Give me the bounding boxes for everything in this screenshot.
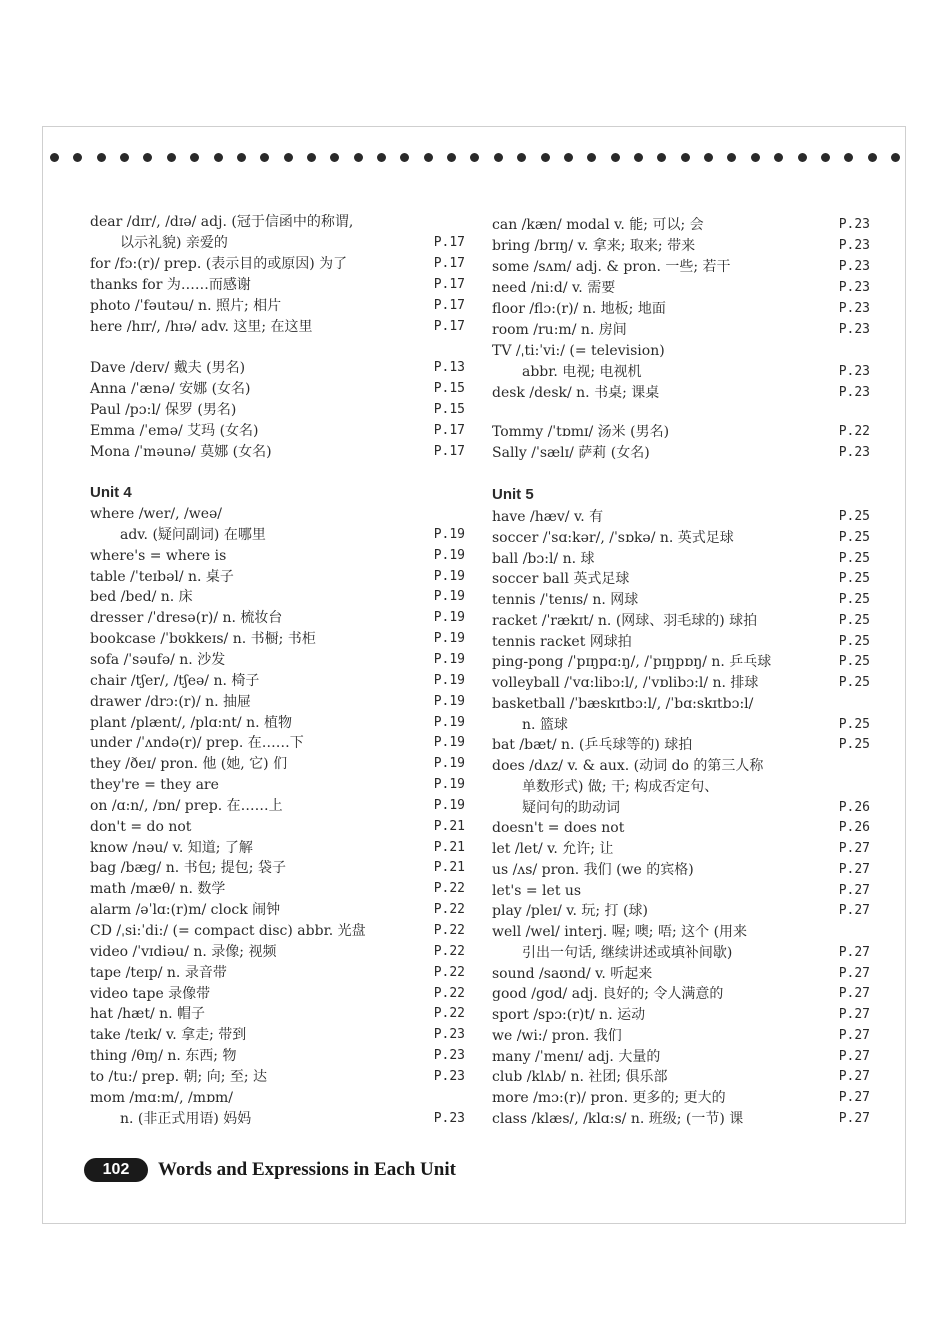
vocab-page-ref: P.25 <box>838 529 870 545</box>
vocab-page-ref: P.19 <box>433 714 465 730</box>
vocab-page-ref: P.19 <box>433 526 465 542</box>
divider-dot <box>377 153 386 162</box>
vocab-entry-text: good /gʊd/ adj. 良好的; 令人满意的 <box>492 986 724 1003</box>
vocab-entry <box>492 818 870 838</box>
vocab-entry-text: soccer ball 英式足球 <box>492 571 630 588</box>
vocab-entry-text: floor /flɔ:(r)/ n. 地板; 地面 <box>492 301 666 317</box>
vocab-entry-text: bookcase /ˈbʊkkeɪs/ n. 书橱; 书柜 <box>90 631 316 648</box>
vocab-page-ref: P.15 <box>433 381 465 396</box>
vocab-entry-text: where's = where is <box>90 547 227 564</box>
vocab-page-ref: P.17 <box>433 444 465 459</box>
unit-heading: Unit 4 <box>90 484 132 501</box>
vocab-page-ref: P.22 <box>433 964 465 980</box>
vocab-entry-text: more /mɔ:(r)/ pron. 更多的; 更大的 <box>492 1090 726 1106</box>
vocab-entry <box>492 756 870 776</box>
divider-dot <box>564 153 573 162</box>
vocab-page-ref: P.25 <box>838 675 870 690</box>
vocab-entry <box>492 507 870 527</box>
vocab-entry-text: club /klʌb/ n. 社团; 俱乐部 <box>492 1069 668 1086</box>
divider-dot <box>517 153 526 162</box>
divider-dot <box>354 153 363 162</box>
vocab-page-ref: P.27 <box>838 1090 870 1105</box>
vocab-page-ref: P.27 <box>838 1110 870 1126</box>
vocab-entry-text: tennis racket 网球拍 <box>492 633 632 650</box>
divider-dot <box>798 153 807 162</box>
vocab-entry <box>90 608 465 628</box>
vocab-entry <box>492 632 870 652</box>
vocab-page-ref: P.21 <box>433 839 465 855</box>
vocab-entry-text: they /ðeɪ/ pron. 他 (她, 它) 们 <box>90 756 288 773</box>
vocab-entry <box>90 546 465 566</box>
vocab-page-ref: P.19 <box>433 672 465 688</box>
vocab-entry <box>90 421 465 441</box>
vocab-page-ref: P.27 <box>838 861 870 877</box>
vocab-entry <box>90 296 465 316</box>
divider-dot <box>400 153 409 162</box>
vocab-entry <box>90 400 465 420</box>
divider-dot <box>891 153 900 162</box>
divider-dot <box>330 153 339 162</box>
vocab-entry-text: tennis /ˈtenɪs/ n. 网球 <box>492 592 639 608</box>
vocab-entry <box>90 358 465 378</box>
divider-dot <box>284 153 293 162</box>
vocab-entry <box>90 212 465 232</box>
vocab-entry-text: Emma /ˈemə/ 艾玛 (女名) <box>90 423 259 439</box>
vocab-entry <box>90 754 465 774</box>
vocab-entry <box>90 442 465 462</box>
vocab-page-ref: P.22 <box>433 881 465 897</box>
vocab-page-ref: P.27 <box>838 986 870 1002</box>
vocab-entry-text: us /ʌs/ pron. 我们 (we 的宾格) <box>492 861 694 878</box>
vocab-entry-text: to /tu:/ prep. 朝; 向; 至; 达 <box>90 1068 268 1085</box>
vocab-page-ref: P.23 <box>433 1110 465 1126</box>
divider-dot <box>657 153 666 162</box>
divider-dot <box>167 153 176 162</box>
vocab-entry <box>492 694 870 714</box>
vocab-entry-text: thing /θɪŋ/ n. 东西; 物 <box>90 1048 237 1065</box>
vocab-entry <box>492 881 870 901</box>
vocab-entry-text: abbr. 电视; 电视机 <box>522 364 642 380</box>
vocab-page-ref: P.26 <box>838 820 870 836</box>
vocab-page-ref: P.19 <box>433 651 465 667</box>
vocab-entry <box>492 341 870 361</box>
vocab-page-ref: P.19 <box>433 756 465 772</box>
vocab-entry-text: soccer /ˈsɑ:kər/, /ˈsɒkə/ n. 英式足球 <box>492 529 734 546</box>
vocab-entry-text: adv. (疑问副词) 在哪里 <box>120 526 266 543</box>
divider-dot <box>260 153 269 162</box>
vocab-entry-text: ping-pong /ˈpɪŋpɑ:ŋ/, /ˈpɪŋpɒŋ/ n. 乒乓球 <box>492 654 772 671</box>
vocab-entry <box>492 715 870 735</box>
vocab-entry <box>90 254 465 274</box>
divider-dot <box>727 153 736 162</box>
vocab-page-ref: P.23 <box>433 1068 465 1084</box>
vocab-entry-text: video tape 录像带 <box>90 985 211 1002</box>
divider-dot <box>470 153 479 162</box>
divider-dot <box>237 153 246 162</box>
vocab-page-ref: P.19 <box>433 547 465 563</box>
vocab-entry <box>90 379 465 399</box>
vocab-entry <box>90 1109 465 1129</box>
vocab-entry-text: table /ˈteɪbəl/ n. 桌子 <box>90 568 234 585</box>
vocab-entry-text: TV /ˌti:ˈvi:/ (= television) <box>492 343 665 359</box>
divider-dot <box>751 153 760 162</box>
vocab-entry <box>90 713 465 733</box>
vocab-page-ref: P.21 <box>433 818 465 834</box>
vocab-page-ref: P.19 <box>433 777 465 793</box>
vocab-page-ref: P.17 <box>433 277 465 292</box>
vocab-page-ref: P.27 <box>838 903 870 919</box>
vocab-entry <box>492 1088 870 1108</box>
divider-dot <box>634 153 643 162</box>
vocab-entry <box>90 671 465 691</box>
vocab-entry <box>492 611 870 631</box>
vocab-entry <box>492 590 870 610</box>
vocab-entry <box>90 275 465 295</box>
vocab-page-ref: P.23 <box>433 1027 465 1043</box>
vocab-entry <box>90 525 465 545</box>
vocab-entry-text: know /nəu/ v. 知道; 了解 <box>90 839 253 856</box>
vocab-entry-text: does /dʌz/ v. & aux. (动词 do 的第三人称 <box>492 758 764 774</box>
vocab-entry-text: CD /ˌsi:ˈdi:/ (= compact disc) abbr. 光盘 <box>90 923 366 939</box>
vocab-page-ref: P.15 <box>433 402 465 417</box>
divider-dot <box>868 153 877 162</box>
vocab-entry-text: sound /saʊnd/ v. 听起来 <box>492 965 653 982</box>
vocab-entry <box>90 504 465 524</box>
divider-dot <box>494 153 503 162</box>
vocab-page-ref: P.23 <box>838 301 870 316</box>
vocab-entry-text: Dave /deɪv/ 戴夫 (男名) <box>90 360 246 376</box>
vocab-entry-text: we /wi:/ pron. 我们 <box>492 1027 622 1044</box>
vocab-page-ref: P.23 <box>838 385 870 400</box>
vocab-entry <box>90 984 465 1004</box>
vocab-entry-text: Paul /pɔ:l/ 保罗 (男名) <box>90 402 237 418</box>
vocab-entry-text: thanks for 为……而感谢 <box>90 277 251 293</box>
vocab-entry-text: let /let/ v. 允许; 让 <box>492 841 614 857</box>
vocab-entry <box>90 796 465 816</box>
vocab-page-ref: P.19 <box>433 631 465 647</box>
vocab-entry-text: room /ru:m/ n. 房间 <box>492 322 627 338</box>
vocab-entry-text: well /wel/ interj. 喔; 噢; 唔; 这个 (用来 <box>492 924 748 940</box>
vocab-page-ref: P.22 <box>433 923 465 938</box>
divider-dot <box>214 153 223 162</box>
vocab-entry <box>492 839 870 859</box>
vocab-entry <box>90 858 465 878</box>
vocab-entry <box>492 236 870 256</box>
vocab-page-ref: P.27 <box>838 965 870 981</box>
vocab-page-ref: P.23 <box>838 217 870 232</box>
vocab-entry-text: can /kæn/ modal v. 能; 可以; 会 <box>492 217 704 233</box>
divider-dot <box>704 153 713 162</box>
vocab-page-ref: P.27 <box>838 841 870 856</box>
vocab-entry-text: under /ˈʌndə(r)/ prep. 在……下 <box>90 735 304 752</box>
vocab-entry-text: 引出一句话, 继续讲述或填补间歇) <box>522 944 733 961</box>
vocab-page-ref: P.17 <box>433 319 465 334</box>
divider-dot <box>307 153 316 162</box>
divider-dot <box>587 153 596 162</box>
vocab-entry <box>492 964 870 984</box>
vocab-entry-text: photo /ˈfəutəu/ n. 照片; 相片 <box>90 298 282 314</box>
vocab-entry-text: chair /tʃer/, /tʃeə/ n. 椅子 <box>90 672 260 689</box>
vocab-entry-text: 单数形式) 做; 干; 构成否定句、 <box>522 778 719 795</box>
vocab-entry-text: desk /desk/ n. 书桌; 课桌 <box>492 385 660 401</box>
vocab-entry <box>90 692 465 712</box>
vocab-entry <box>492 1026 870 1046</box>
vocab-entry <box>492 383 870 403</box>
vocab-page-ref: P.19 <box>433 693 465 709</box>
vocab-page-ref: P.23 <box>838 322 870 337</box>
vocab-entry-text: for /fɔ:(r)/ prep. (表示目的或原因) 为了 <box>90 256 348 272</box>
divider-dot <box>424 153 433 162</box>
vocab-entry <box>492 1067 870 1087</box>
vocab-page-ref: P.25 <box>838 592 870 607</box>
vocab-page-ref: P.27 <box>838 1048 870 1064</box>
vocab-page-ref: P.19 <box>433 735 465 751</box>
vocab-entry <box>492 673 870 693</box>
vocab-entry-text: on /ɑ:n/, /ɒn/ prep. 在……上 <box>90 797 283 814</box>
vocab-entry <box>492 735 870 755</box>
vocab-entry <box>492 299 870 319</box>
vocab-entry-text: Sally /ˈsælɪ/ 萨莉 (女名) <box>492 445 650 461</box>
vocab-entry-text: some /sʌm/ adj. & pron. 一些; 若干 <box>492 259 731 275</box>
vocab-page-ref: P.17 <box>433 235 465 250</box>
dotted-divider <box>50 149 900 165</box>
vocab-page-ref: P.27 <box>838 1069 870 1085</box>
vocab-entry <box>90 1025 465 1045</box>
vocab-entry <box>492 860 870 880</box>
vocab-entry-text: class /klæs/, /klɑ:s/ n. 班级; (一节) 课 <box>492 1110 744 1127</box>
vocab-page-ref: P.27 <box>838 882 870 898</box>
vocab-page-ref: P.19 <box>433 568 465 584</box>
vocab-entry <box>492 652 870 672</box>
vocab-entry <box>90 921 465 941</box>
vocab-entry <box>90 1004 465 1024</box>
vocab-page-ref: P.23 <box>433 1048 465 1064</box>
divider-dot <box>97 153 106 162</box>
vocab-entry <box>90 817 465 837</box>
vocab-entry <box>90 900 465 920</box>
vocab-entry <box>492 443 870 463</box>
divider-dot <box>190 153 199 162</box>
vocab-entry <box>90 650 465 670</box>
vocab-page-ref: P.25 <box>838 509 870 524</box>
vocab-entry <box>90 233 465 253</box>
vocab-entry-text: video /ˈvɪdiəu/ n. 录像; 视频 <box>90 943 277 960</box>
vocab-page-ref: P.25 <box>838 571 870 587</box>
vocab-entry-text: Mona /ˈməunə/ 莫娜 (女名) <box>90 444 272 460</box>
vocab-page-ref: P.23 <box>838 280 870 295</box>
vocab-page-ref: P.23 <box>838 259 870 274</box>
vocab-page-ref: P.17 <box>433 423 465 438</box>
vocab-entry-text: n. (非正式用语) 妈妈 <box>120 1110 252 1127</box>
vocab-page-ref: P.27 <box>838 1027 870 1043</box>
vocab-page-ref: P.23 <box>838 445 870 460</box>
vocab-entry-text: bed /bed/ n. 床 <box>90 589 193 606</box>
vocab-page-ref: P.27 <box>838 1007 870 1022</box>
vocab-entry <box>492 278 870 298</box>
vocab-entry-text: have /hæv/ v. 有 <box>492 509 604 525</box>
vocab-entry <box>90 942 465 962</box>
vocab-entry <box>90 317 465 337</box>
vocab-entry-text: math /mæθ/ n. 数学 <box>90 881 226 898</box>
vocab-entry-text: need /ni:d/ v. 需要 <box>492 280 616 296</box>
vocab-entry <box>492 257 870 277</box>
vocab-entry <box>492 798 870 818</box>
vocab-entry-text: hat /hæt/ n. 帽子 <box>90 1006 206 1023</box>
vocab-entry-text: volleyball /ˈvɑ:libɔ:l/, /ˈvɒlibɔ:l/ n. 排球 <box>492 675 759 691</box>
vocab-page-ref: P.17 <box>433 298 465 313</box>
page-footer <box>84 1156 456 1184</box>
vocab-entry <box>90 963 465 983</box>
vocab-page-ref: P.22 <box>433 1006 465 1022</box>
vocab-entry-text: n. 篮球 <box>522 716 568 733</box>
vocab-entry-text: bring /brɪŋ/ v. 拿来; 取来; 带来 <box>492 238 696 254</box>
vocab-entry <box>492 528 870 548</box>
vocab-entry <box>492 1109 870 1129</box>
divider-dot <box>143 153 152 162</box>
vocab-entry <box>90 629 465 649</box>
vocab-page-ref: P.25 <box>838 550 870 566</box>
vocab-entry <box>492 320 870 340</box>
divider-dot <box>774 153 783 162</box>
divider-dot <box>50 153 59 162</box>
divider-dot <box>541 153 550 162</box>
vocab-entry <box>90 733 465 753</box>
vocab-entry-text: dear /dɪr/, /dɪə/ adj. (冠于信函中的称谓, <box>90 214 354 230</box>
vocab-entry-text: where /wer/, /weə/ <box>90 506 222 522</box>
vocab-entry-text: many /ˈmenɪ/ adj. 大量的 <box>492 1048 661 1065</box>
vocab-entry <box>90 775 465 795</box>
vocab-entry <box>492 422 870 442</box>
vocab-page-ref: P.26 <box>838 799 870 815</box>
vocab-entry <box>90 1046 465 1066</box>
vocab-entry-text: doesn't = does not <box>492 820 625 837</box>
vocab-entry-text: sport /spɔ:(r)t/ n. 运动 <box>492 1007 646 1023</box>
vocab-entry <box>90 587 465 607</box>
vocab-entry <box>492 1005 870 1025</box>
vocab-page-ref: P.27 <box>838 944 870 960</box>
vocab-entry <box>90 1067 465 1087</box>
divider-dot <box>681 153 690 162</box>
vocab-entry-text: bat /bæt/ n. (乒乓球等的) 球拍 <box>492 737 693 754</box>
vocab-entry <box>492 1047 870 1067</box>
vocab-page-ref: P.19 <box>433 589 465 605</box>
vocab-entry <box>90 567 465 587</box>
vocab-page-ref: P.22 <box>433 943 465 959</box>
vocab-entry-text: 疑问句的助动词 <box>522 799 620 816</box>
vocab-entry <box>492 943 870 963</box>
vocab-entry-text: sofa /ˈsəufə/ n. 沙发 <box>90 651 226 668</box>
vocab-page-ref: P.25 <box>838 654 870 670</box>
vocab-entry-text: alarm /əˈlɑ:(r)m/ clock 闹钟 <box>90 902 281 919</box>
vocab-entry-text: tape /teɪp/ n. 录音带 <box>90 964 227 981</box>
divider-dot <box>611 153 620 162</box>
vocab-page-ref: P.25 <box>838 612 870 628</box>
vocab-entry <box>492 362 870 382</box>
vocab-entry-text: Tommy /ˈtɒmɪ/ 汤米 (男名) <box>492 424 670 440</box>
vocab-page-ref: P.23 <box>838 238 870 253</box>
vocab-entry-text: they're = they are <box>90 777 219 794</box>
vocab-page-ref: P.25 <box>838 633 870 649</box>
vocab-entry <box>90 1088 465 1108</box>
vocab-entry-text: drawer /drɔ:(r)/ n. 抽屉 <box>90 693 252 710</box>
vocab-page-ref: P.21 <box>433 860 465 876</box>
vocab-entry-text: bag /bæg/ n. 书包; 提包; 袋子 <box>90 860 286 877</box>
vocab-page-ref: P.25 <box>838 737 870 753</box>
page-number-badge: 102 <box>84 1158 148 1182</box>
vocab-entry <box>492 215 870 235</box>
vocab-entry-text: take /teɪk/ v. 拿走; 带到 <box>90 1027 247 1044</box>
vocab-entry-text: plant /plænt/, /plɑ:nt/ n. 植物 <box>90 714 293 731</box>
divider-dot <box>73 153 82 162</box>
vocab-page-ref: P.22 <box>838 424 870 439</box>
divider-dot <box>844 153 853 162</box>
vocab-page-ref: P.17 <box>433 256 465 271</box>
vocab-entry-text: don't = do not <box>90 818 192 835</box>
vocab-entry-text: racket /ˈrækɪt/ n. (网球、羽毛球的) 球拍 <box>492 612 758 629</box>
divider-dot <box>120 153 129 162</box>
vocab-entry <box>492 901 870 921</box>
vocab-page-ref: P.23 <box>838 364 870 379</box>
divider-dot <box>447 153 456 162</box>
vocab-entry-text: ball /bɔ:l/ n. 球 <box>492 550 595 567</box>
vocab-entry <box>492 984 870 1004</box>
vocab-page-ref: P.19 <box>433 610 465 626</box>
vocab-entry <box>90 838 465 858</box>
vocab-page-ref: P.22 <box>433 902 465 918</box>
vocab-page-ref: P.25 <box>838 716 870 732</box>
footer-title: Words and Expressions in Each Unit <box>158 1159 456 1180</box>
vocab-entry <box>492 569 870 589</box>
vocab-entry <box>492 922 870 942</box>
vocab-entry-text: let's = let us <box>492 882 582 899</box>
vocab-entry-text: 以示礼貌) 亲爱的 <box>120 235 228 251</box>
vocab-entry-text: here /hɪr/, /hɪə/ adv. 这里; 在这里 <box>90 319 313 335</box>
vocab-entry <box>90 879 465 899</box>
vocab-page-ref: P.22 <box>433 985 465 1001</box>
vocab-entry <box>492 777 870 797</box>
vocab-entry-text: basketball /ˈbæskɪtbɔ:l/, /ˈbɑ:skɪtbɔ:l/ <box>492 695 754 712</box>
divider-dot <box>821 153 830 162</box>
vocab-page-ref: P.13 <box>433 360 465 375</box>
unit-heading: Unit 5 <box>492 486 534 503</box>
vocab-entry-text: play /pleɪ/ v. 玩; 打 (球) <box>492 903 648 920</box>
vocab-entry-text: dresser /ˈdresə(r)/ n. 梳妆台 <box>90 610 283 627</box>
vocab-entry-text: Anna /ˈænə/ 安娜 (女名) <box>90 381 251 397</box>
vocab-entry <box>492 549 870 569</box>
vocab-entry-text: mom /mɑ:m/, /mɒm/ <box>90 1089 233 1106</box>
vocab-page-ref: P.19 <box>433 797 465 813</box>
